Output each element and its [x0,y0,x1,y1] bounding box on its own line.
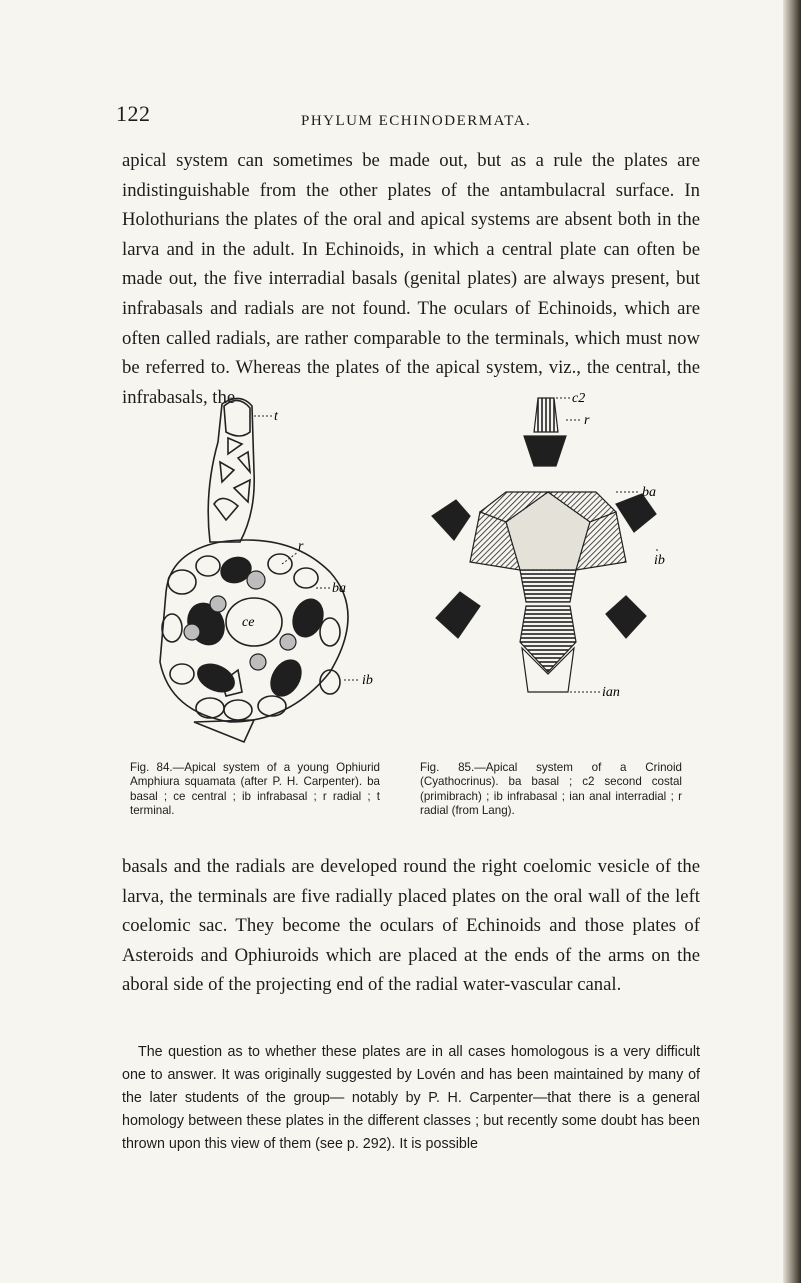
small-print-paragraph: The question as to whether these plates are in all cases homologous is a very difficult one to answer. It was originally suggested by Lovén and has been maintained by many of the later students of the group— notably by P. H. Carpenter—that there is a general homology between these plates in the different classes ; but recently some doubt has been thrown upon this view of them (see p. 292). It is possible [122,1044,700,1152]
running-head: PHYLUM ECHINODERMATA. [301,113,532,129]
basal-plate [192,658,239,698]
figure-84-caption: Fig. 84.—Apical system of a young Ophiurid Amphiura squamata (after P. H. Carpenter). ba basal ; ce central ; ib infrabasal ; r radial ; t terminal. [130,761,380,817]
figure-85-drawing [420,392,675,772]
infrabasal-plate [210,596,226,612]
terminal-plate [224,400,250,436]
body-paragraph-1: apical system can sometimes be made out, but as a rule the plates are indistinguishable from the other plates of the antambulacral surface. In Holothurians the plates of the oral and apical systems are absent both in the larva and in the adult. In Echinoids, in which a central plate can often be made out, the five interradial basals (genital plates) are always present, but infrabasals and radials are not found. The oculars of Echinoids, which are often called radials, are rather comparable to the terminals, which must now be referred to. Whereas the plates of the apical system, viz., the central, the infrabasals, the [122,150,700,408]
label-t: t [274,409,278,424]
label-r: r [584,413,590,428]
figure-85-caption: Fig. 85.—Apical system of a Crinoid (Cyathocrinus). ba basal ; c2 second costal (primibrach) ; ib infrabasal ; ian anal interradial ; r radial (from Lang). [420,761,682,817]
radial-plate [436,592,480,638]
label-ba: ba [642,485,656,500]
radial-plate [524,436,566,466]
infrabasal-plate [250,654,266,670]
basal-plate [520,570,576,602]
basal-plate [287,594,329,642]
label-ba: ba [332,581,346,596]
radial-plate [606,596,646,638]
page-edge-shadow [783,0,801,1283]
label-r: r [298,539,304,554]
arm-outline [208,398,254,542]
figure-85-crinoid-apical-system [420,392,675,772]
label-ib: ib [362,673,373,688]
body-paragraph-2: basals and the radials are developed round the right coelomic vesicle of the larva, the terminals are five radially placed plates on the oral wall of the left coelomic sac. They become the oculars of Echinoids and those plates of Asteroids and Ophiuroids which are placed at the ends of the arms on the aboral side of the projecting end of the radial water-vascular canal. [122,856,700,996]
basal-plate [264,654,308,703]
label-ce: ce [242,615,255,630]
label-ib: ib [654,553,665,568]
figure-84-drawing [130,392,390,772]
anal-interradial [520,606,576,672]
infrabasal-plate [247,571,265,589]
costal-plate [534,398,558,432]
infrabasal-plate [280,634,296,650]
label-ian: ian [602,685,620,700]
figure-84-ophiurid-apical-system [130,392,390,772]
page-number: 122 [116,101,151,126]
radial-plate [432,500,470,540]
infrabasal-plate [184,624,200,640]
label-c2: c2 [572,392,586,406]
